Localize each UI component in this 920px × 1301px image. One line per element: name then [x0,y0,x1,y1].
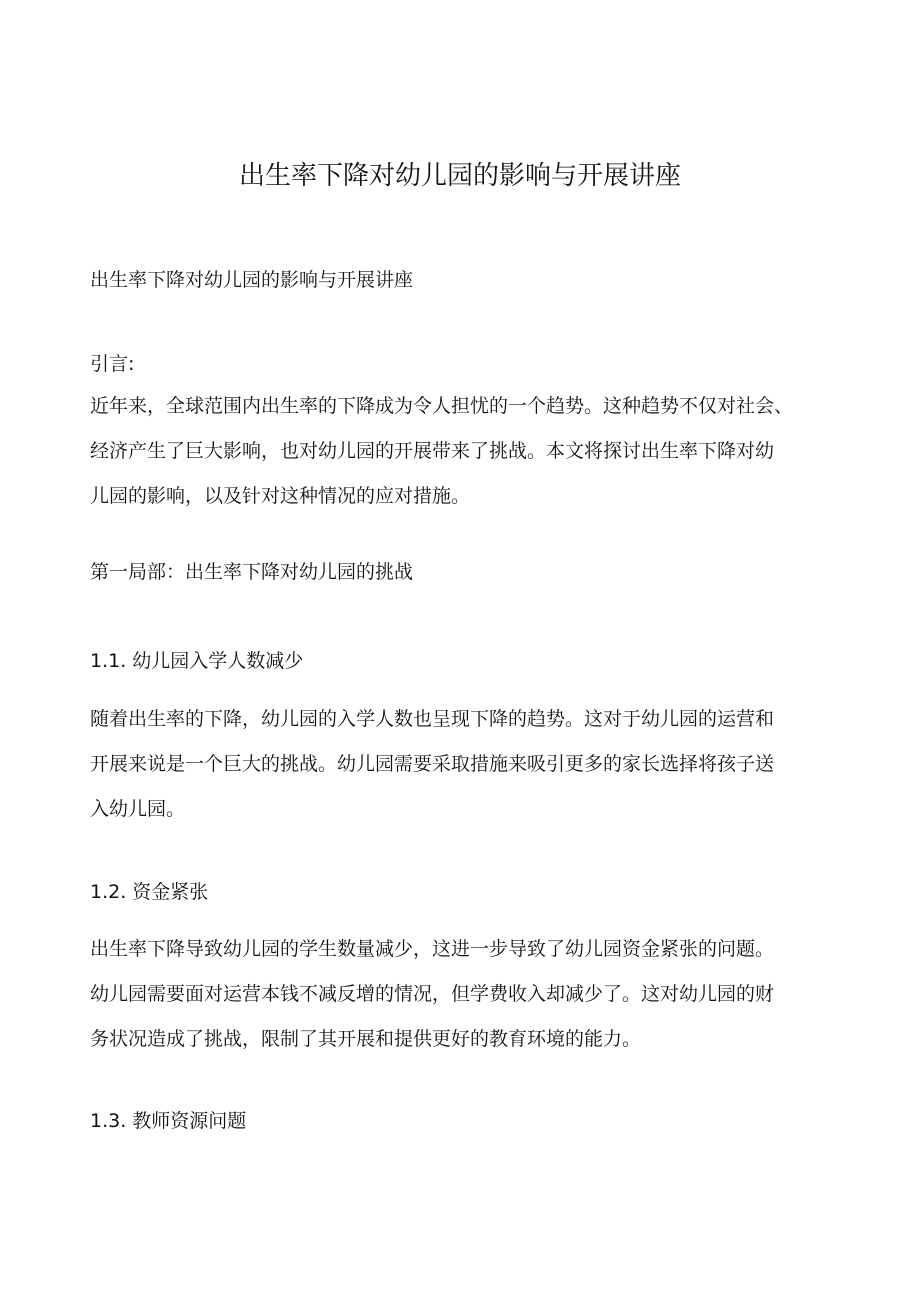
paragraph-line: 经济产生了巨大影响，也对幼儿园的开展带来了挑战。本文将探讨出生率下降对幼 [90,440,775,462]
paragraph-line: 儿园的影响，以及针对这种情况的应对措施。 [90,485,471,507]
paragraph-line: 幼儿园需要面对运营本钱不减反增的情况，但学费收入却减少了。这对幼儿园的财 [90,983,775,1005]
paragraph-line: 近年来，全球范围内出生率的下降成为令人担忧的一个趋势。这种趋势不仅对社会、 [90,395,794,417]
paragraph-line: 入幼儿园。 [90,798,186,820]
intro-heading: 引言: [90,353,135,375]
section-1-2-paragraph [90,927,840,1062]
paragraph-line: 出生率下降导致幼儿园的学生数量减少，这进一步导致了幼儿园资金紧张的问题。 [90,938,775,960]
section-1-1-heading: 1.1. 幼儿园入学人数减少 [90,650,304,672]
paragraph-line: 开展来说是一个巨大的挑战。幼儿园需要采取措施来吸引更多的家长选择将孩子送 [90,753,775,775]
section-1-1-paragraph [90,697,840,832]
document-subtitle: 出生率下降对幼儿园的影响与开展讲座 [90,269,414,291]
part1-heading: 第一局部：出生率下降对幼儿园的挑战 [90,561,414,583]
section-1-3-heading: 1.3. 教师资源问题 [90,1110,247,1132]
document-title: 出生率下降对幼儿园的影响与开展讲座 [238,161,681,191]
paragraph-line: 务状况造成了挑战，限制了其开展和提供更好的教育环境的能力。 [90,1028,642,1050]
section-1-2-heading: 1.2. 资金紧张 [90,881,209,903]
intro-paragraph [90,384,840,519]
paragraph-line: 随着出生率的下降，幼儿园的入学人数也呈现下降的趋势。这对于幼儿园的运营和 [90,708,775,730]
